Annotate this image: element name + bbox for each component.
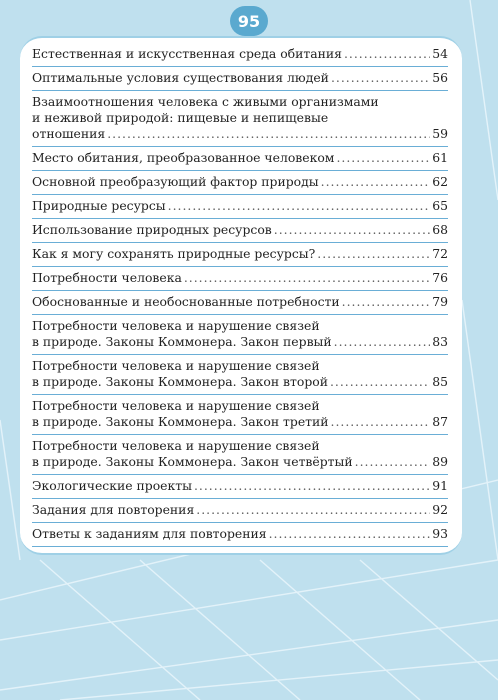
toc-entry: [32, 523, 448, 547]
dot-leader: [336, 150, 430, 166]
toc-entry: [32, 267, 448, 291]
toc-entry-last-line: [32, 414, 448, 430]
toc-entry-last-line: [32, 374, 448, 390]
toc-entry-last-line: [32, 222, 448, 238]
dot-leader: [196, 502, 430, 518]
dot-leader: [355, 454, 431, 470]
toc-entry-last-line: [32, 526, 448, 542]
toc-entry-title-line: Задания для повторения: [32, 502, 195, 517]
toc-page-number: 79: [432, 294, 448, 309]
toc-entry-last-line: [32, 502, 448, 518]
toc-page-number: 72: [432, 246, 448, 261]
toc-entry-last-line: [32, 246, 448, 262]
toc-entry-title-line: в природе. Законы Коммонера. Закон второй: [32, 374, 328, 389]
toc-page-number: 76: [432, 270, 448, 285]
toc-entry: [32, 315, 448, 355]
dot-leader: [330, 374, 430, 390]
toc-entry: [32, 195, 448, 219]
toc-entry-last-line: [32, 174, 448, 190]
toc-entry-title-line: Ответы к заданиям для повторения: [32, 526, 267, 541]
toc-entry-title-line: Экологические проекты: [32, 478, 192, 493]
dot-leader: [331, 70, 430, 86]
toc-entry-last-line: [32, 70, 448, 86]
toc-entry-title-line: в природе. Законы Коммонера. Закон первый: [32, 334, 332, 349]
toc-entry-title-line: и неживой природой: пищевые и непищевые: [32, 110, 329, 125]
toc-page-number: 92: [432, 502, 448, 517]
toc-entry-last-line: [32, 198, 448, 214]
toc-entry-title-line: в природе. Законы Коммонера. Закон четвёртый: [32, 454, 353, 469]
toc-entry-last-line: [32, 150, 448, 166]
page-number-badge: [230, 6, 268, 36]
toc-page-number: 54: [432, 46, 448, 61]
table-of-contents: [32, 43, 448, 547]
toc-entry: [32, 291, 448, 315]
toc-page-number: 93: [432, 526, 448, 541]
toc-entry: [32, 355, 448, 395]
toc-entry-title-line: Потребности человека: [32, 270, 182, 285]
toc-entry-last-line: [32, 126, 448, 142]
toc-entry: [32, 395, 448, 435]
dot-leader: [194, 478, 430, 494]
toc-entry-last-line: [32, 454, 448, 470]
dot-leader: [344, 46, 430, 62]
toc-entry-title-line: Основной преобразующий фактор природы: [32, 174, 319, 189]
dot-leader: [107, 126, 430, 142]
toc-entry-title-line: Естественная и искусственная среда обитания: [32, 46, 342, 61]
dot-leader: [184, 270, 430, 286]
toc-entry-last-line: [32, 294, 448, 310]
toc-page-number: 89: [432, 454, 448, 469]
toc-entry: [32, 43, 448, 67]
dot-leader: [334, 334, 431, 350]
toc-entry: [32, 219, 448, 243]
toc-page-number: 62: [432, 174, 448, 189]
toc-entry-title-line: Потребности человека и нарушение связей: [32, 438, 320, 453]
toc-entry: [32, 67, 448, 91]
toc-entry-last-line: [32, 478, 448, 494]
toc-page-number: 61: [432, 150, 448, 165]
toc-entry-title-line: Обоснованные и необоснованные потребности: [32, 294, 340, 309]
toc-entry-title-line: отношения: [32, 126, 106, 141]
toc-entry: [32, 91, 448, 147]
toc-entry-last-line: [32, 334, 448, 350]
toc-entry-title-line: в природе. Законы Коммонера. Закон третий: [32, 414, 329, 429]
toc-entry: [32, 171, 448, 195]
toc-entry-title-line: Как я могу сохранять природные ресурсы?: [32, 246, 316, 261]
toc-page-number: 59: [432, 126, 448, 141]
dot-leader: [269, 526, 431, 542]
toc-page-number: 65: [432, 198, 448, 213]
dot-leader: [342, 294, 431, 310]
toc-entry-title-line: Оптимальные условия существования людей: [32, 70, 329, 85]
toc-entry-title-line: Взаимоотношения человека с живыми организмами: [32, 94, 379, 109]
dot-leader: [317, 246, 430, 262]
toc-entry-title-line: Использование природных ресурсов: [32, 222, 272, 237]
dot-leader: [274, 222, 430, 238]
toc-entry-title-line: Природные ресурсы: [32, 198, 166, 213]
toc-page-number: 56: [432, 70, 448, 85]
toc-entry: [32, 499, 448, 523]
toc-page-number: 87: [432, 414, 448, 429]
toc-entry-last-line: [32, 270, 448, 286]
toc-entry-title-line: Потребности человека и нарушение связей: [32, 318, 320, 333]
toc-entry: [32, 475, 448, 499]
toc-page-number: 85: [432, 374, 448, 389]
toc-page-number: 83: [432, 334, 448, 349]
toc-entry-last-line: [32, 46, 448, 62]
toc-entry: [32, 147, 448, 171]
dot-leader: [168, 198, 431, 214]
dot-leader: [321, 174, 431, 190]
toc-entry: [32, 243, 448, 267]
toc-page-number: 68: [432, 222, 448, 237]
toc-page-number: 91: [432, 478, 448, 493]
toc-entry-title-line: Место обитания, преобразованное человеком: [32, 150, 335, 165]
toc-entry: [32, 435, 448, 475]
page-number: 95: [237, 11, 261, 31]
toc-entry-title-line: Потребности человека и нарушение связей: [32, 398, 320, 413]
toc-entry-title-line: Потребности человека и нарушение связей: [32, 358, 320, 373]
dot-leader: [331, 414, 431, 430]
